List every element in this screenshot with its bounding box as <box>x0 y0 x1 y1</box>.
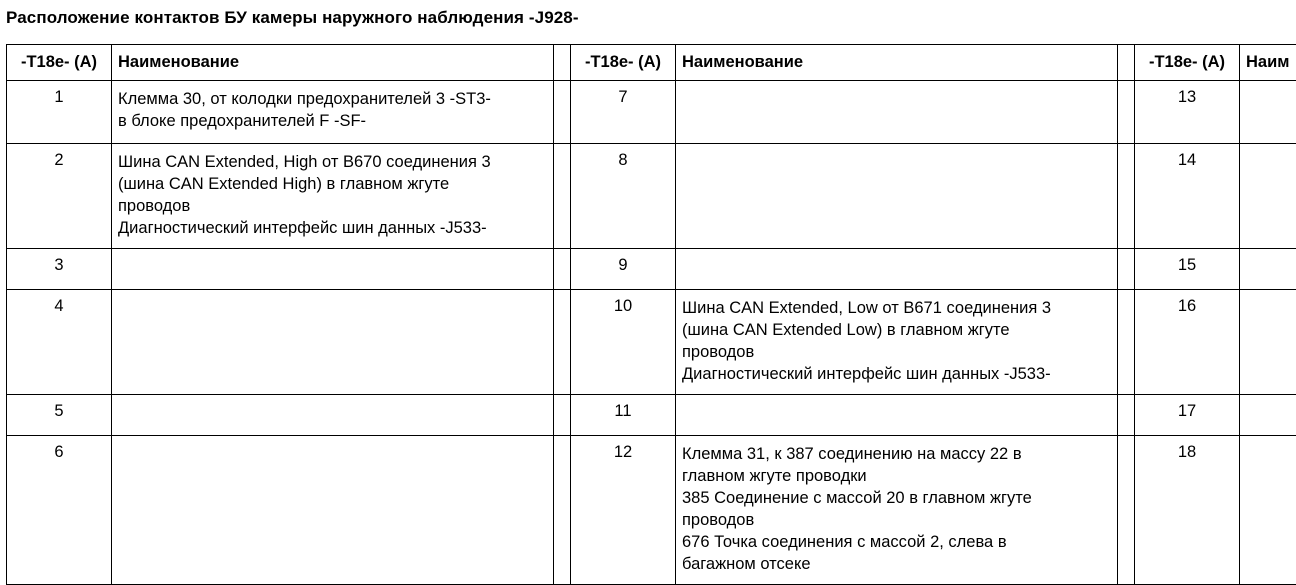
pin-description <box>676 290 1118 395</box>
column-spacer <box>554 395 571 436</box>
pin-number: 18 <box>1135 436 1240 585</box>
column-header-name: Наим <box>1240 45 1296 81</box>
pin-description <box>676 249 1118 290</box>
column-spacer <box>554 436 571 585</box>
column-header-name: Наименование <box>676 45 1118 81</box>
description-line: проводов <box>682 341 1111 363</box>
column-spacer <box>1118 249 1135 290</box>
pin-description <box>1240 395 1296 436</box>
pin-number: 6 <box>7 436 112 585</box>
pin-description <box>676 144 1118 249</box>
pin-number: 14 <box>1135 144 1240 249</box>
column-spacer <box>1118 144 1135 249</box>
pin-description <box>112 81 554 144</box>
pin-description <box>676 395 1118 436</box>
table-row <box>7 144 1296 249</box>
pin-number: 12 <box>571 436 676 585</box>
description-line: в блоке предохранителей F -SF- <box>118 110 547 132</box>
description-line: Диагностический интерфейс шин данных -J533- <box>118 217 547 239</box>
pin-description <box>1240 436 1296 585</box>
column-spacer <box>1118 81 1135 144</box>
column-spacer <box>554 81 571 144</box>
pin-number: 9 <box>571 249 676 290</box>
pin-number: 11 <box>571 395 676 436</box>
pin-number: 5 <box>7 395 112 436</box>
column-header-name: Наименование <box>112 45 554 81</box>
pin-assignment-table <box>6 44 1296 585</box>
pin-number: 4 <box>7 290 112 395</box>
pin-description <box>112 249 554 290</box>
column-spacer <box>1118 395 1135 436</box>
description-line: Шина CAN Extended, High от B670 соединения 3 <box>118 151 547 173</box>
description-line: Клемма 30, от колодки предохранителей 3 -ST3- <box>118 88 547 110</box>
table-row <box>7 81 1296 144</box>
pin-description <box>676 81 1118 144</box>
pin-description <box>112 290 554 395</box>
column-spacer <box>1118 45 1135 81</box>
description-line: (шина CAN Extended High) в главном жгуте <box>118 173 547 195</box>
description-line: Шина CAN Extended, Low от B671 соединения 3 <box>682 297 1111 319</box>
pin-description <box>1240 81 1296 144</box>
description-line: проводов <box>118 195 547 217</box>
pin-description <box>112 144 554 249</box>
table-row <box>7 290 1296 395</box>
table-row <box>7 249 1296 290</box>
column-header-pin: -T18e- (A) <box>571 45 676 81</box>
pin-number: 17 <box>1135 395 1240 436</box>
table-row <box>7 395 1296 436</box>
pin-number: 7 <box>571 81 676 144</box>
pin-number: 10 <box>571 290 676 395</box>
description-line: Диагностический интерфейс шин данных -J533- <box>682 363 1111 385</box>
column-spacer <box>554 249 571 290</box>
pin-description <box>676 436 1118 585</box>
pin-description <box>1240 290 1296 395</box>
column-spacer <box>554 144 571 249</box>
description-line: Клемма 31, к 387 соединению на массу 22 в <box>682 443 1111 465</box>
table-row <box>7 436 1296 585</box>
pin-number: 2 <box>7 144 112 249</box>
pin-number: 16 <box>1135 290 1240 395</box>
column-header-pin: -T18e- (A) <box>7 45 112 81</box>
description-line: проводов <box>682 509 1111 531</box>
pin-description <box>112 395 554 436</box>
pin-description <box>112 436 554 585</box>
pin-number: 15 <box>1135 249 1240 290</box>
description-line: 676 Точка соединения с массой 2, слева в <box>682 531 1111 553</box>
column-spacer <box>554 290 571 395</box>
column-spacer <box>554 45 571 81</box>
table-header-row <box>7 45 1296 81</box>
column-spacer <box>1118 290 1135 395</box>
column-header-pin: -T18e- (A) <box>1135 45 1240 81</box>
description-line: главном жгуте проводки <box>682 465 1111 487</box>
pin-number: 1 <box>7 81 112 144</box>
pin-description <box>1240 249 1296 290</box>
pin-number: 8 <box>571 144 676 249</box>
pin-description <box>1240 144 1296 249</box>
pin-number: 3 <box>7 249 112 290</box>
pin-number: 13 <box>1135 81 1240 144</box>
column-spacer <box>1118 436 1135 585</box>
page-title: Расположение контактов БУ камеры наружного наблюдения -J928- <box>6 8 579 28</box>
description-line: (шина CAN Extended Low) в главном жгуте <box>682 319 1111 341</box>
description-line: 385 Соединение с массой 20 в главном жгуте <box>682 487 1111 509</box>
description-line: багажном отсеке <box>682 553 1111 575</box>
